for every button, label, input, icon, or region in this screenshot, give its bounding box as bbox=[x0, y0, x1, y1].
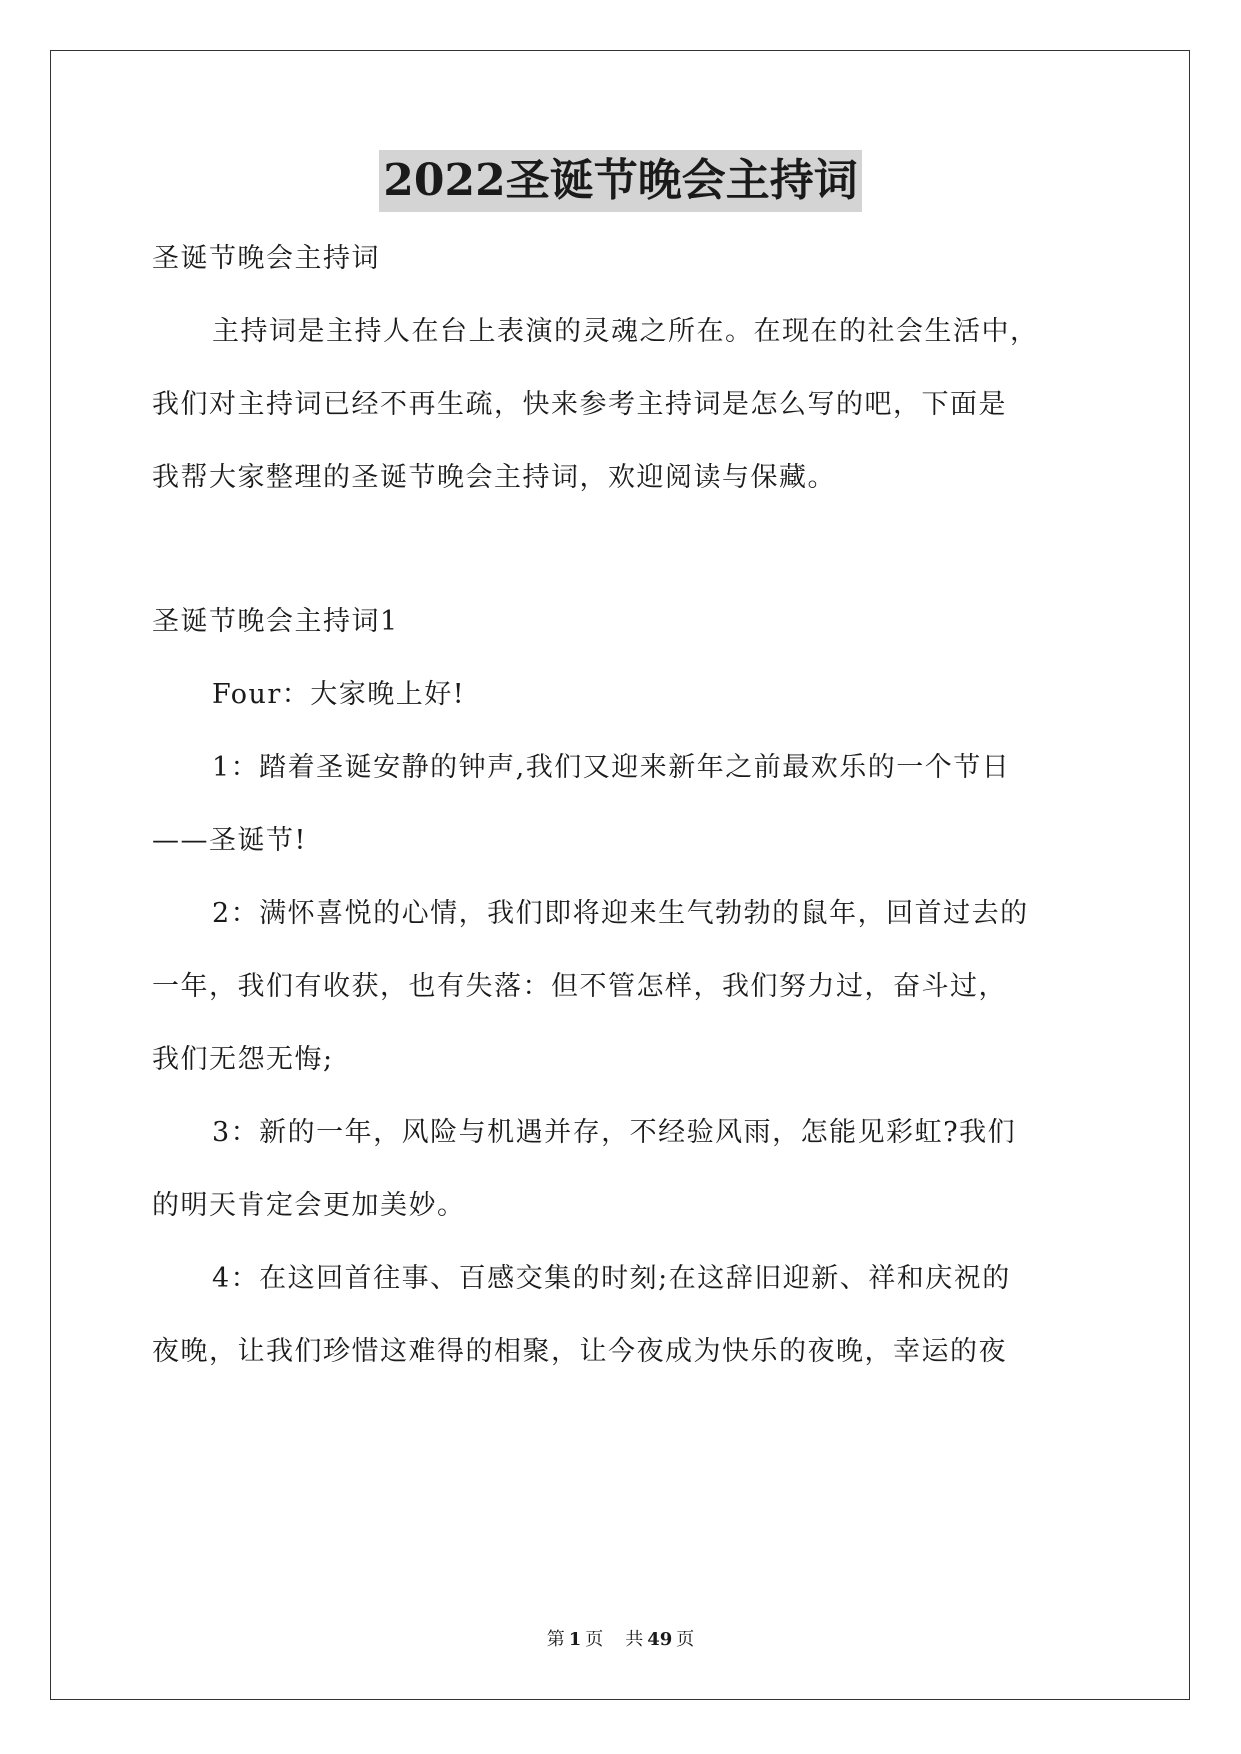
section-heading: 圣诞节晚会主持词 bbox=[152, 243, 380, 274]
page-footer bbox=[0, 1628, 1241, 1652]
paragraph-line: 的明天肯定会更加美妙。 bbox=[152, 1190, 466, 1221]
paragraph-line: Four：大家晚上好! bbox=[212, 679, 466, 710]
paragraph-line: 我们对主持词已经不再生疏，快来参考主持词是怎么写的吧，下面是 bbox=[152, 389, 1007, 420]
paragraph-line: 一年，我们有收获，也有失落：但不管怎样，我们努力过，奋斗过， bbox=[152, 971, 1007, 1002]
total-prefix: 共 bbox=[625, 1629, 644, 1650]
page-border bbox=[50, 50, 1190, 1700]
paragraph-line: ——圣诞节! bbox=[152, 825, 307, 856]
paragraph-line: 2：满怀喜悦的心情，我们即将迎来生气勃勃的鼠年，回首过去的 bbox=[212, 898, 1029, 929]
paragraph-line: 主持词是主持人在台上表演的灵魂之所在。在现在的社会生活中， bbox=[212, 316, 1039, 347]
paragraph-line: 3：新的一年，风险与机遇并存，不经验风雨，怎能见彩虹?我们 bbox=[212, 1117, 1017, 1148]
paragraph-line: 我们无怨无悔; bbox=[152, 1044, 334, 1075]
total-suffix: 页 bbox=[676, 1629, 695, 1650]
paragraph-line: 夜晚，让我们珍惜这难得的相聚，让今夜成为快乐的夜晚，幸运的夜 bbox=[152, 1336, 1007, 1367]
total-pages: 49 bbox=[647, 1629, 673, 1650]
paragraph-line: 我帮大家整理的圣诞节晚会主持词，欢迎阅读与保藏。 bbox=[152, 462, 836, 493]
paragraph-line: 1：踏着圣诞安静的钟声,我们又迎来新年之前最欢乐的一个节日 bbox=[212, 752, 1011, 783]
document-title: 2022圣诞节晚会主持词 bbox=[379, 150, 861, 212]
page-prefix: 第 bbox=[546, 1629, 565, 1650]
paragraph-line: 4：在这回首往事、百感交集的时刻;在这辞旧迎新、祥和庆祝的 bbox=[212, 1263, 1011, 1294]
page-number: 1 bbox=[568, 1629, 582, 1650]
title-container bbox=[0, 150, 1241, 212]
page-suffix: 页 bbox=[585, 1629, 604, 1650]
section-heading: 圣诞节晚会主持词1 bbox=[152, 606, 399, 637]
